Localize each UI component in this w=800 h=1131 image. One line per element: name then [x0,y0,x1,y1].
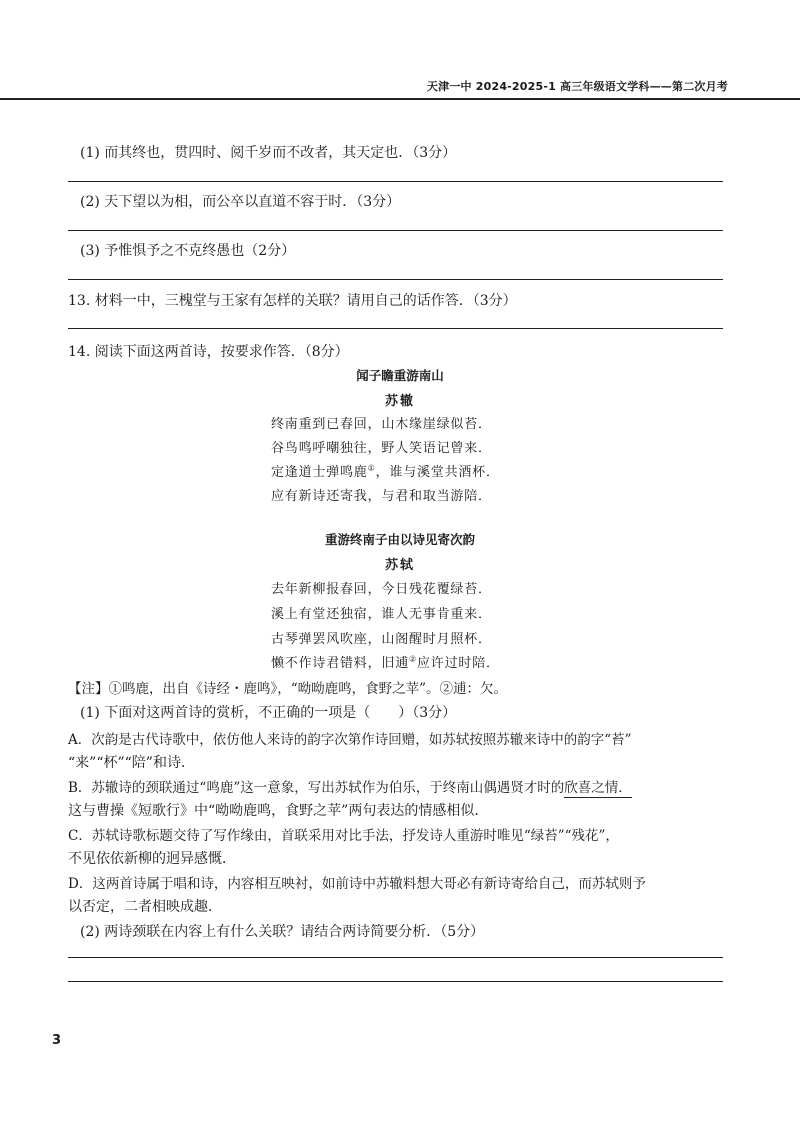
poem1-line-4: 应有新诗还寄我，与君和取当游陪． [271,489,492,504]
option-b-line-1 [68,776,632,796]
poem2-title: 重游终南子由以诗见寄次韵 [324,532,475,547]
poem2-line-3: 古琴弹罢风吹座，山阁醒时月照杯． [271,632,492,647]
option-b-line-1-text: B．苏辙诗的颈联通过“鸣鹿”这一意象，写出苏轼作为伯乐，于终南山偶遇贤才时的 [68,780,565,796]
poem1-line-1: 终南重到已春回，山木缘崖绿似苔． [271,417,492,432]
poem2-line-1: 去年新柳报春回，今日残花覆绿苔． [271,582,492,597]
answer-line [68,957,723,958]
poem2-author: 苏轼 [384,558,415,573]
q12-item-1: (1) 而其终也，贯四时、阅千岁而不改者，其天定也．（3分） [80,145,457,161]
header-rule [0,98,800,100]
option-a-line-1: A．次韵是古代诗歌中，依仿他人来诗的韵字次第作诗回赠，如苏轼按照苏辙来诗中的韵字“苔” [68,732,632,748]
option-d-line-1: D．这两首诗属于唱和诗，内容相互映衬，如前诗中苏辙料想大哥必有新诗寄给自己，而苏轼则予 [68,876,646,892]
page-number: 3 [52,1033,62,1048]
q12-item-2: (2) 天下望以为相，而公卒以直道不容于时．（3分） [80,194,401,210]
q14-sub1: (1) 下面对这两首诗的赏析，不正确的一项是（ ）（3分） [80,705,457,721]
option-c-line-1: C．苏轼诗歌标题交待了写作缘由，首联采用对比手法，抒发诗人重游时唯见“绿苔”“残花”， [68,828,619,844]
poem2-line-4-part-b: 应许过时陪． [417,656,500,671]
option-a-line-2: “来”“杯”“陪”和诗． [68,755,195,771]
option-d-line-2: 以否定，二者相映成趣． [68,899,222,915]
poem2-line-4 [271,652,500,671]
q14-sub2: (2) 两诗颈联在内容上有什么关联？请结合两诗简要分析．（5分） [80,924,485,940]
answer-line [68,230,723,231]
poem-note: 【注】①鸣鹿，出自《诗经・鹿鸣》，“呦呦鹿鸣，食野之苹”。②逋：欠。 [68,681,508,697]
footnote-marker-2: ② [409,654,417,664]
poem2-line-4-part-a: 懒不作诗君错料，旧逋 [271,656,410,671]
poem1-title: 闻子瞻重游南山 [356,368,444,383]
answer-line [68,328,723,329]
q14-intro: 14. 阅读下面这两首诗，按要求作答．（8分） [68,344,349,360]
handwritten-underline: 欣喜之情． [564,780,632,796]
poem1-line-3-part-a: 定逢道士弹鸣鹿 [271,465,368,480]
q13-text: 13. 材料一中，三槐堂与王家有怎样的关联？请用自己的话作答．（3分） [68,293,517,309]
answer-line [68,181,723,182]
option-b-line-2: 这与曹操《短歌行》中“呦呦鹿鸣，食野之苹”两句表达的情感相似． [68,803,489,819]
page-header: 天津一中 2024-2025-1 高三年级语文学科——第二次月考 [426,80,728,93]
footnote-marker-1: ① [367,463,376,473]
answer-line [68,981,723,982]
poem1-line-2: 谷鸟鸣呼嘲独往，野人笑语记曾来． [271,441,492,456]
q12-item-3: (3) 予惟惧予之不克终愚也（2分） [80,243,296,259]
option-c-line-2: 不见依依新柳的迥异感慨． [68,851,236,867]
poem2-line-2: 溪上有堂还独宿，谁人无事肯重来． [271,607,492,622]
answer-line [68,279,723,280]
poem1-line-3-part-b: ，谁与溪堂共酒杯． [375,465,500,480]
poem1-author: 苏辙 [384,394,415,409]
poem1-line-3 [271,461,500,480]
